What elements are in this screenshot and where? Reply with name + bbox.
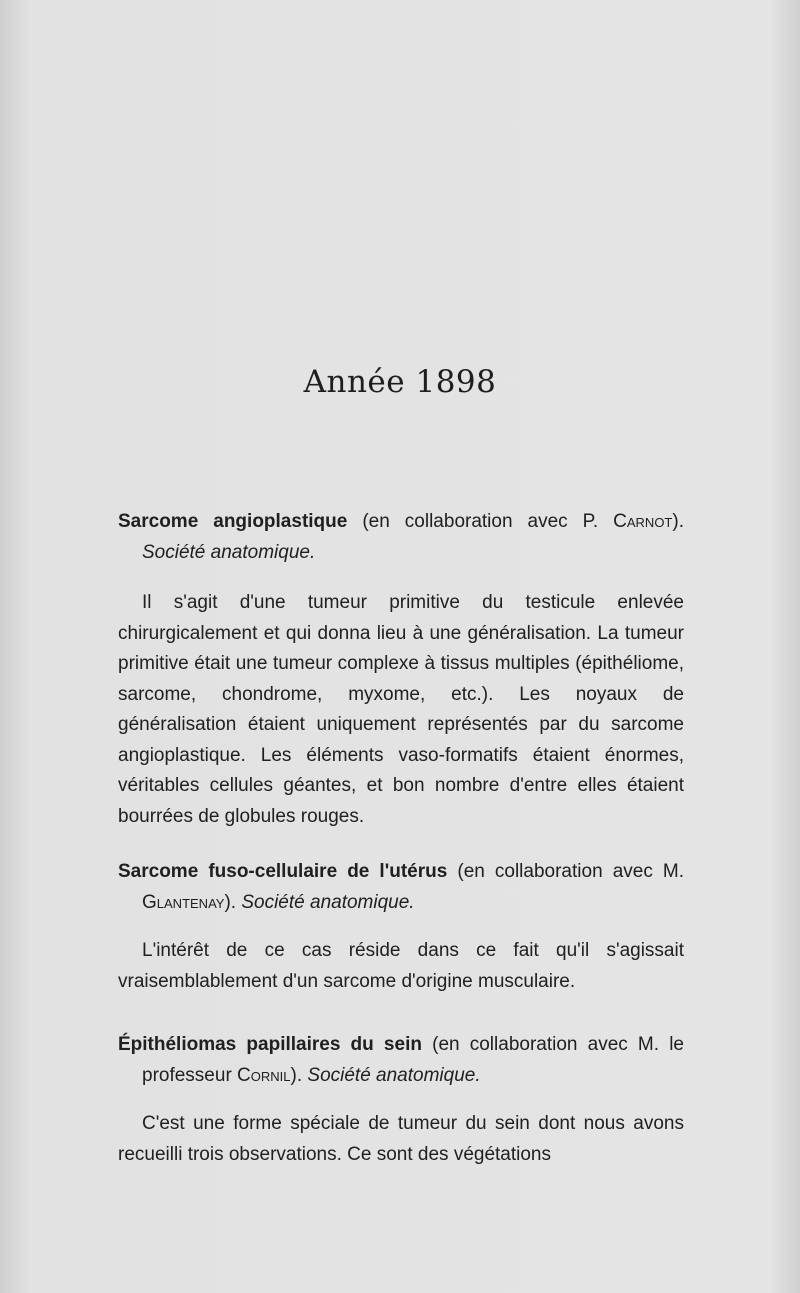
entry-heading (118, 1030, 684, 1091)
entry-heading (118, 507, 684, 568)
page-title: Année 1898 (303, 364, 497, 400)
entry-epitheliomas-papillaires (118, 1030, 684, 1170)
entry-heading (118, 857, 684, 918)
collab-name: Cornil (237, 1064, 291, 1086)
collab-suffix: ). (290, 1064, 308, 1086)
collab-suffix: ). (672, 511, 684, 532)
entry-source: Société anatomique. (241, 891, 415, 913)
entry-body: C'est une forme spéciale de tumeur du sein dont nous avons recueilli trois observations. Ce sont des végétations (118, 1113, 684, 1165)
collab-name: Carnot (613, 511, 673, 532)
entry-title: Épithéliomas papillaires du sein (118, 1034, 422, 1055)
entry-source: Société anatomique. (307, 1064, 481, 1086)
entry-title: Sarcome fuso-cellulaire de l'utérus (118, 861, 448, 882)
entry-sarcome-angioplastique (118, 507, 684, 832)
entry-sarcome-fuso-cellulaire (118, 857, 684, 997)
collab-prefix: (en collaboration avec M. (447, 861, 684, 882)
entry-title: Sarcome angioplastique (118, 511, 348, 532)
entry-body: Il s'agit d'une tumeur primitive du testicule enlevée chirurgicalement et qui donna lieu à une généralisation. La tumeur primitive était une tumeur complexe à tissus multiples (épithéliome, sarcome, chondrome, myxome, etc.). Les noyaux de généralisation étaient uniquement représentés par du sarcome angioplastique. Les éléments vaso-formatifs étaient énormes, véritables cellules géantes, et bon nombre d'entre elles étaient bourrées de globules rouges. (118, 592, 684, 827)
collab-suffix: ). (224, 891, 242, 913)
entry-source: Société anatomique. (142, 541, 316, 563)
collab-prefix: (en collaboration avec P. (347, 511, 614, 532)
collab-name: Glantenay (142, 891, 225, 913)
entry-body: L'intérêt de ce cas réside dans ce fait qu'il s'agissait vraisemblablement d'un sarcome d'origine musculaire. (118, 940, 684, 992)
collab-prefix: (en collaboration avec M. le professeur (142, 1034, 684, 1086)
